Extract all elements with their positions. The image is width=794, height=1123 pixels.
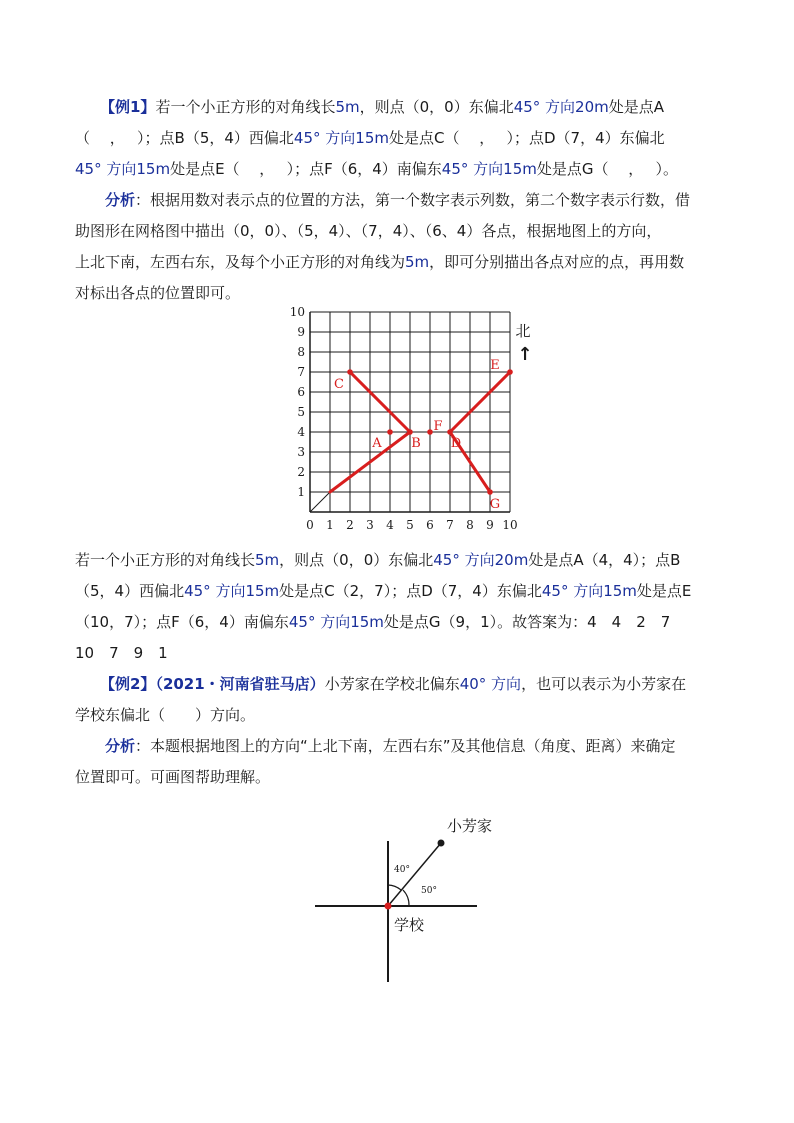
text: ，则点（0，0）东偏北 (279, 551, 434, 569)
school-point (385, 903, 392, 910)
text: 10 7 9 1 (75, 644, 168, 662)
answer-line1 (75, 550, 725, 570)
text: 处是点G（ ， ）。 (536, 160, 679, 178)
point-c (347, 369, 353, 375)
y-tick-label: 3 (297, 445, 305, 459)
text: 45° 方向15m (288, 613, 384, 631)
y-tick-label: 4 (297, 425, 305, 439)
point-b (407, 429, 413, 435)
x-tick-label: 10 (502, 518, 518, 532)
point-label-a: A (372, 436, 382, 451)
x-tick-label: 1 (326, 518, 334, 532)
analysis-label: 分析 (105, 191, 136, 209)
angle-arc-40 (388, 885, 401, 890)
point-a (387, 429, 393, 435)
y-tick-label: 6 (297, 385, 305, 399)
text: 5m (405, 253, 430, 271)
text: 45° 方向20m (513, 98, 609, 116)
text: 助图形在网格图中描出（0，0）、（5，4）、（7，4）、（6、4）各点，根据地图上的方向， (75, 222, 662, 240)
text: 5m (255, 551, 280, 569)
point-label-b: B (411, 436, 421, 451)
text: 5m (335, 98, 360, 116)
text: 对标出各点的位置即可。 (75, 284, 241, 302)
grid-figure (285, 305, 535, 536)
compass-figure (305, 805, 505, 990)
text: 处是点E (636, 582, 692, 600)
example1-tag: 【例1】 (100, 98, 156, 116)
angle2-label: 50° (421, 886, 437, 896)
y-tick-label: 7 (297, 365, 305, 379)
text: （10，7）；点F（6，4）南偏东 (75, 613, 289, 631)
text: 若一个小正方形的对角线长 (75, 551, 256, 569)
point-label-c: C (334, 377, 344, 392)
x-tick-label: 6 (426, 518, 434, 532)
example1-analysis-line3 (75, 252, 725, 272)
text: 45° 方向15m (184, 582, 280, 600)
example1-analysis-line2 (75, 221, 725, 241)
north-arrow-icon: ↑ (517, 344, 533, 365)
y-tick-label: 1 (297, 485, 305, 499)
y-tick-label: 8 (297, 345, 305, 359)
text: ，即可分别描出各点对应的点，再用数 (429, 253, 685, 271)
text: 处是点A（4，4）；点B (528, 551, 681, 569)
point-d (447, 429, 453, 435)
text: 处是点A (608, 98, 665, 116)
point-g (487, 489, 493, 495)
example2-analysis-line2 (75, 767, 725, 787)
grid-marks (330, 358, 513, 512)
example1-line1 (100, 97, 750, 117)
text: 45° 方向15m (541, 582, 637, 600)
text: 处是点C（2，7）；点D（7，4）东偏北 (279, 582, 542, 600)
example1-analysis-line4 (75, 283, 725, 303)
example2-tag: 【例2】 (100, 675, 156, 693)
school-label: 学校 (394, 916, 425, 934)
x-tick-label: 8 (466, 518, 474, 532)
path-segment (350, 372, 410, 432)
text: 45° 方向15m (75, 160, 171, 178)
point-label-f: F (433, 419, 443, 434)
text: 45° 方向15m (293, 129, 389, 147)
example1-analysis-line1 (105, 190, 755, 210)
text: 位置即可。可画图帮助理解。 (75, 768, 271, 786)
point-label-g: G (489, 497, 501, 512)
x-tick-label: 0 (306, 518, 314, 532)
text: 学校东偏北（ ）方向。 (75, 706, 256, 724)
text: 若一个小正方形的对角线长 (155, 98, 336, 116)
text: 小芳家在学校北偏东 (324, 675, 460, 693)
home-point (438, 840, 445, 847)
x-tick-label: 4 (386, 518, 394, 532)
x-tick-label: 3 (366, 518, 374, 532)
example2-line2 (75, 705, 725, 725)
y-tick-label: 10 (289, 305, 305, 319)
text: ，则点（0，0）东偏北 (359, 98, 514, 116)
text: （ ， ）；点B（5，4）西偏北 (75, 129, 294, 147)
text: 处是点G（9，1）。故答案为：4 4 2 7 (383, 613, 671, 631)
path-segment (450, 372, 510, 432)
text: 上北下南，左西右东，及每个小正方形的对角线为 (75, 253, 406, 271)
example2-analysis-line1 (105, 736, 755, 756)
text: 45° 方向15m (441, 160, 537, 178)
text: ：根据用数对表示点的位置的方法，第一个数字表示列数，第二个数字表示行数，借 (135, 191, 691, 209)
north-label: 北 (515, 322, 531, 340)
answer-line3 (75, 612, 725, 632)
analysis-label: 分析 (105, 737, 136, 755)
origin-diagonal (310, 492, 330, 512)
point-label-d: D (450, 436, 462, 451)
x-tick-label: 5 (406, 518, 414, 532)
point-label-e: E (490, 358, 500, 373)
y-tick-label: 9 (297, 325, 305, 339)
x-tick-label: 7 (446, 518, 454, 532)
example1-line2 (75, 128, 725, 148)
home-label: 小芳家 (447, 817, 493, 835)
text: （5，4）西偏北 (75, 582, 185, 600)
text: 40° 方向 (459, 675, 522, 693)
y-tick-label: 2 (297, 465, 305, 479)
point-f (427, 429, 433, 435)
answer-line2 (75, 581, 725, 601)
x-tick-label: 2 (346, 518, 354, 532)
point-e (507, 369, 513, 375)
example2-line1 (100, 674, 750, 694)
grid-lines (310, 312, 510, 512)
x-tick-label: 9 (486, 518, 494, 532)
example1-line3 (75, 159, 725, 179)
example2-source: （2021・河南省驻马店） (155, 675, 325, 693)
angle-arc-50 (403, 890, 409, 906)
y-tick-label: 5 (297, 405, 305, 419)
text: ，也可以表示为小芳家在 (521, 675, 687, 693)
text: 45° 方向20m (433, 551, 529, 569)
answer-line4 (75, 643, 725, 663)
text: 处是点C（ ， ）；点D（7，4）东偏北 (388, 129, 665, 147)
angle1-label: 40° (394, 865, 410, 875)
text: ：本题根据地图上的方向“上北下南，左西右东”及其他信息（角度、距离）来确定 (135, 737, 676, 755)
text: 处是点E（ ， ）；点F（6，4）南偏东 (170, 160, 442, 178)
